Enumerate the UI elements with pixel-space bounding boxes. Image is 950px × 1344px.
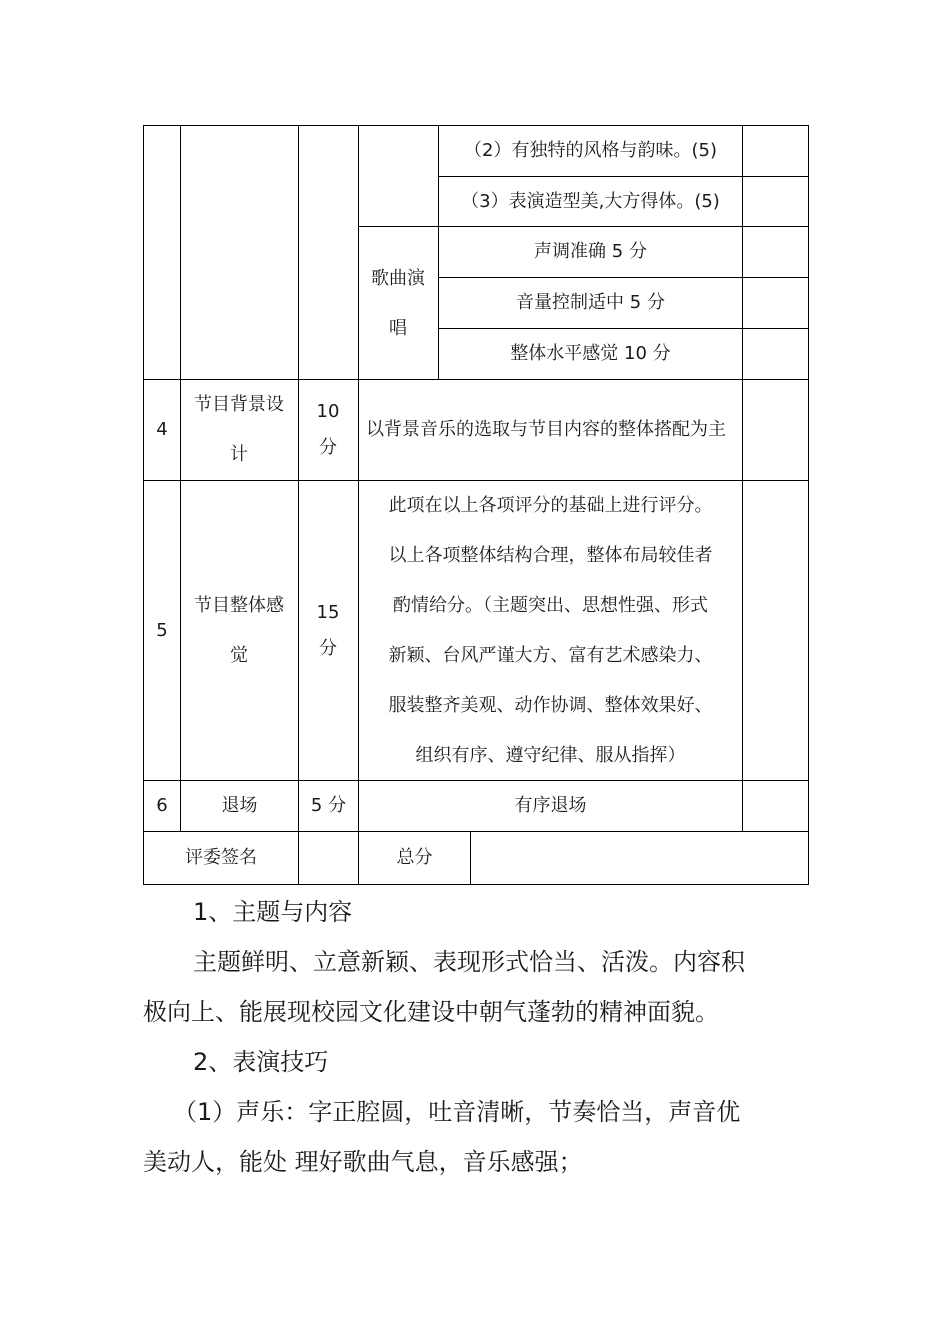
- judge-signature-label: 评委签名: [185, 847, 257, 868]
- row-5-item-name: 节目整体感觉: [194, 594, 284, 666]
- row-6-score: 5 分: [310, 795, 347, 816]
- judge-signature-field[interactable]: [299, 832, 358, 884]
- row-4-item-name: 节目背景设计: [194, 394, 284, 465]
- total-score-label: 总分: [396, 847, 433, 868]
- row-5-description-line: 此项在以上各项评分的基础上进行评分。: [388, 495, 713, 516]
- section-heading-theme: 1、主题与内容: [193, 898, 353, 926]
- row-4-number: 4: [156, 419, 168, 440]
- table-border-bottom: [143, 884, 809, 885]
- song-item-volume: 音量控制适中 5 分: [516, 292, 665, 313]
- theme-paragraph-line: 极向上、能展现校园文化建设中朝气蓬勃的精神面貌。: [143, 998, 719, 1026]
- table-rule: [180, 125, 181, 831]
- theme-paragraph-line: 主题鲜明、立意新颖、表现形式恰当、活泼。内容积: [193, 948, 745, 976]
- table-rule: [298, 125, 299, 885]
- criteria-item-3: （3）表演造型美,大方得体。(5): [461, 190, 720, 212]
- row-5-description-line: 酌情给分。（主题突出、思想性强、形式: [393, 595, 708, 616]
- criteria-item-2: （2）有独特的风格与韵味。(5): [464, 140, 717, 161]
- row-5-description-line: 服装整齐美观、动作协调、整体效果好、: [388, 695, 713, 716]
- song-item-overall: 整体水平感觉 10 分: [510, 343, 671, 364]
- row-5-number: 5: [156, 619, 168, 641]
- row-4-description: 以背景音乐的选取与节目内容的整体搭配为主: [366, 419, 726, 440]
- song-category-label: 歌曲演唱: [371, 268, 425, 339]
- section-heading-technique: 2、表演技巧: [193, 1048, 329, 1076]
- row-6-number: 6: [156, 795, 168, 816]
- row-5-description-line: 以上各项整体结构合理，整体布局较佳者: [388, 545, 713, 566]
- technique-paragraph-line: 美动人，能处 理好歌曲气息，音乐感强；: [143, 1148, 583, 1176]
- row-5-description-line: 新颖、台风严谨大方、富有艺术感染力、: [388, 645, 713, 666]
- row-6-item-name: 退场: [221, 795, 258, 816]
- row-5-description-line: 组织有序、遵守纪律、服从指挥）: [415, 745, 686, 766]
- song-item-pitch: 声调准确 5 分: [534, 241, 647, 262]
- row-6-description: 有序退场: [514, 795, 587, 816]
- row-5-description: [359, 481, 742, 780]
- total-score-field[interactable]: [471, 832, 808, 884]
- table-rule: [742, 125, 743, 831]
- row-4-score: 10 分: [316, 401, 340, 458]
- technique-paragraph-line: （1）声乐：字正腔圆，吐音清晰，节奏恰当，声音优: [173, 1098, 741, 1126]
- row-5-score: 15 分: [316, 601, 340, 659]
- table-border-right: [808, 125, 809, 885]
